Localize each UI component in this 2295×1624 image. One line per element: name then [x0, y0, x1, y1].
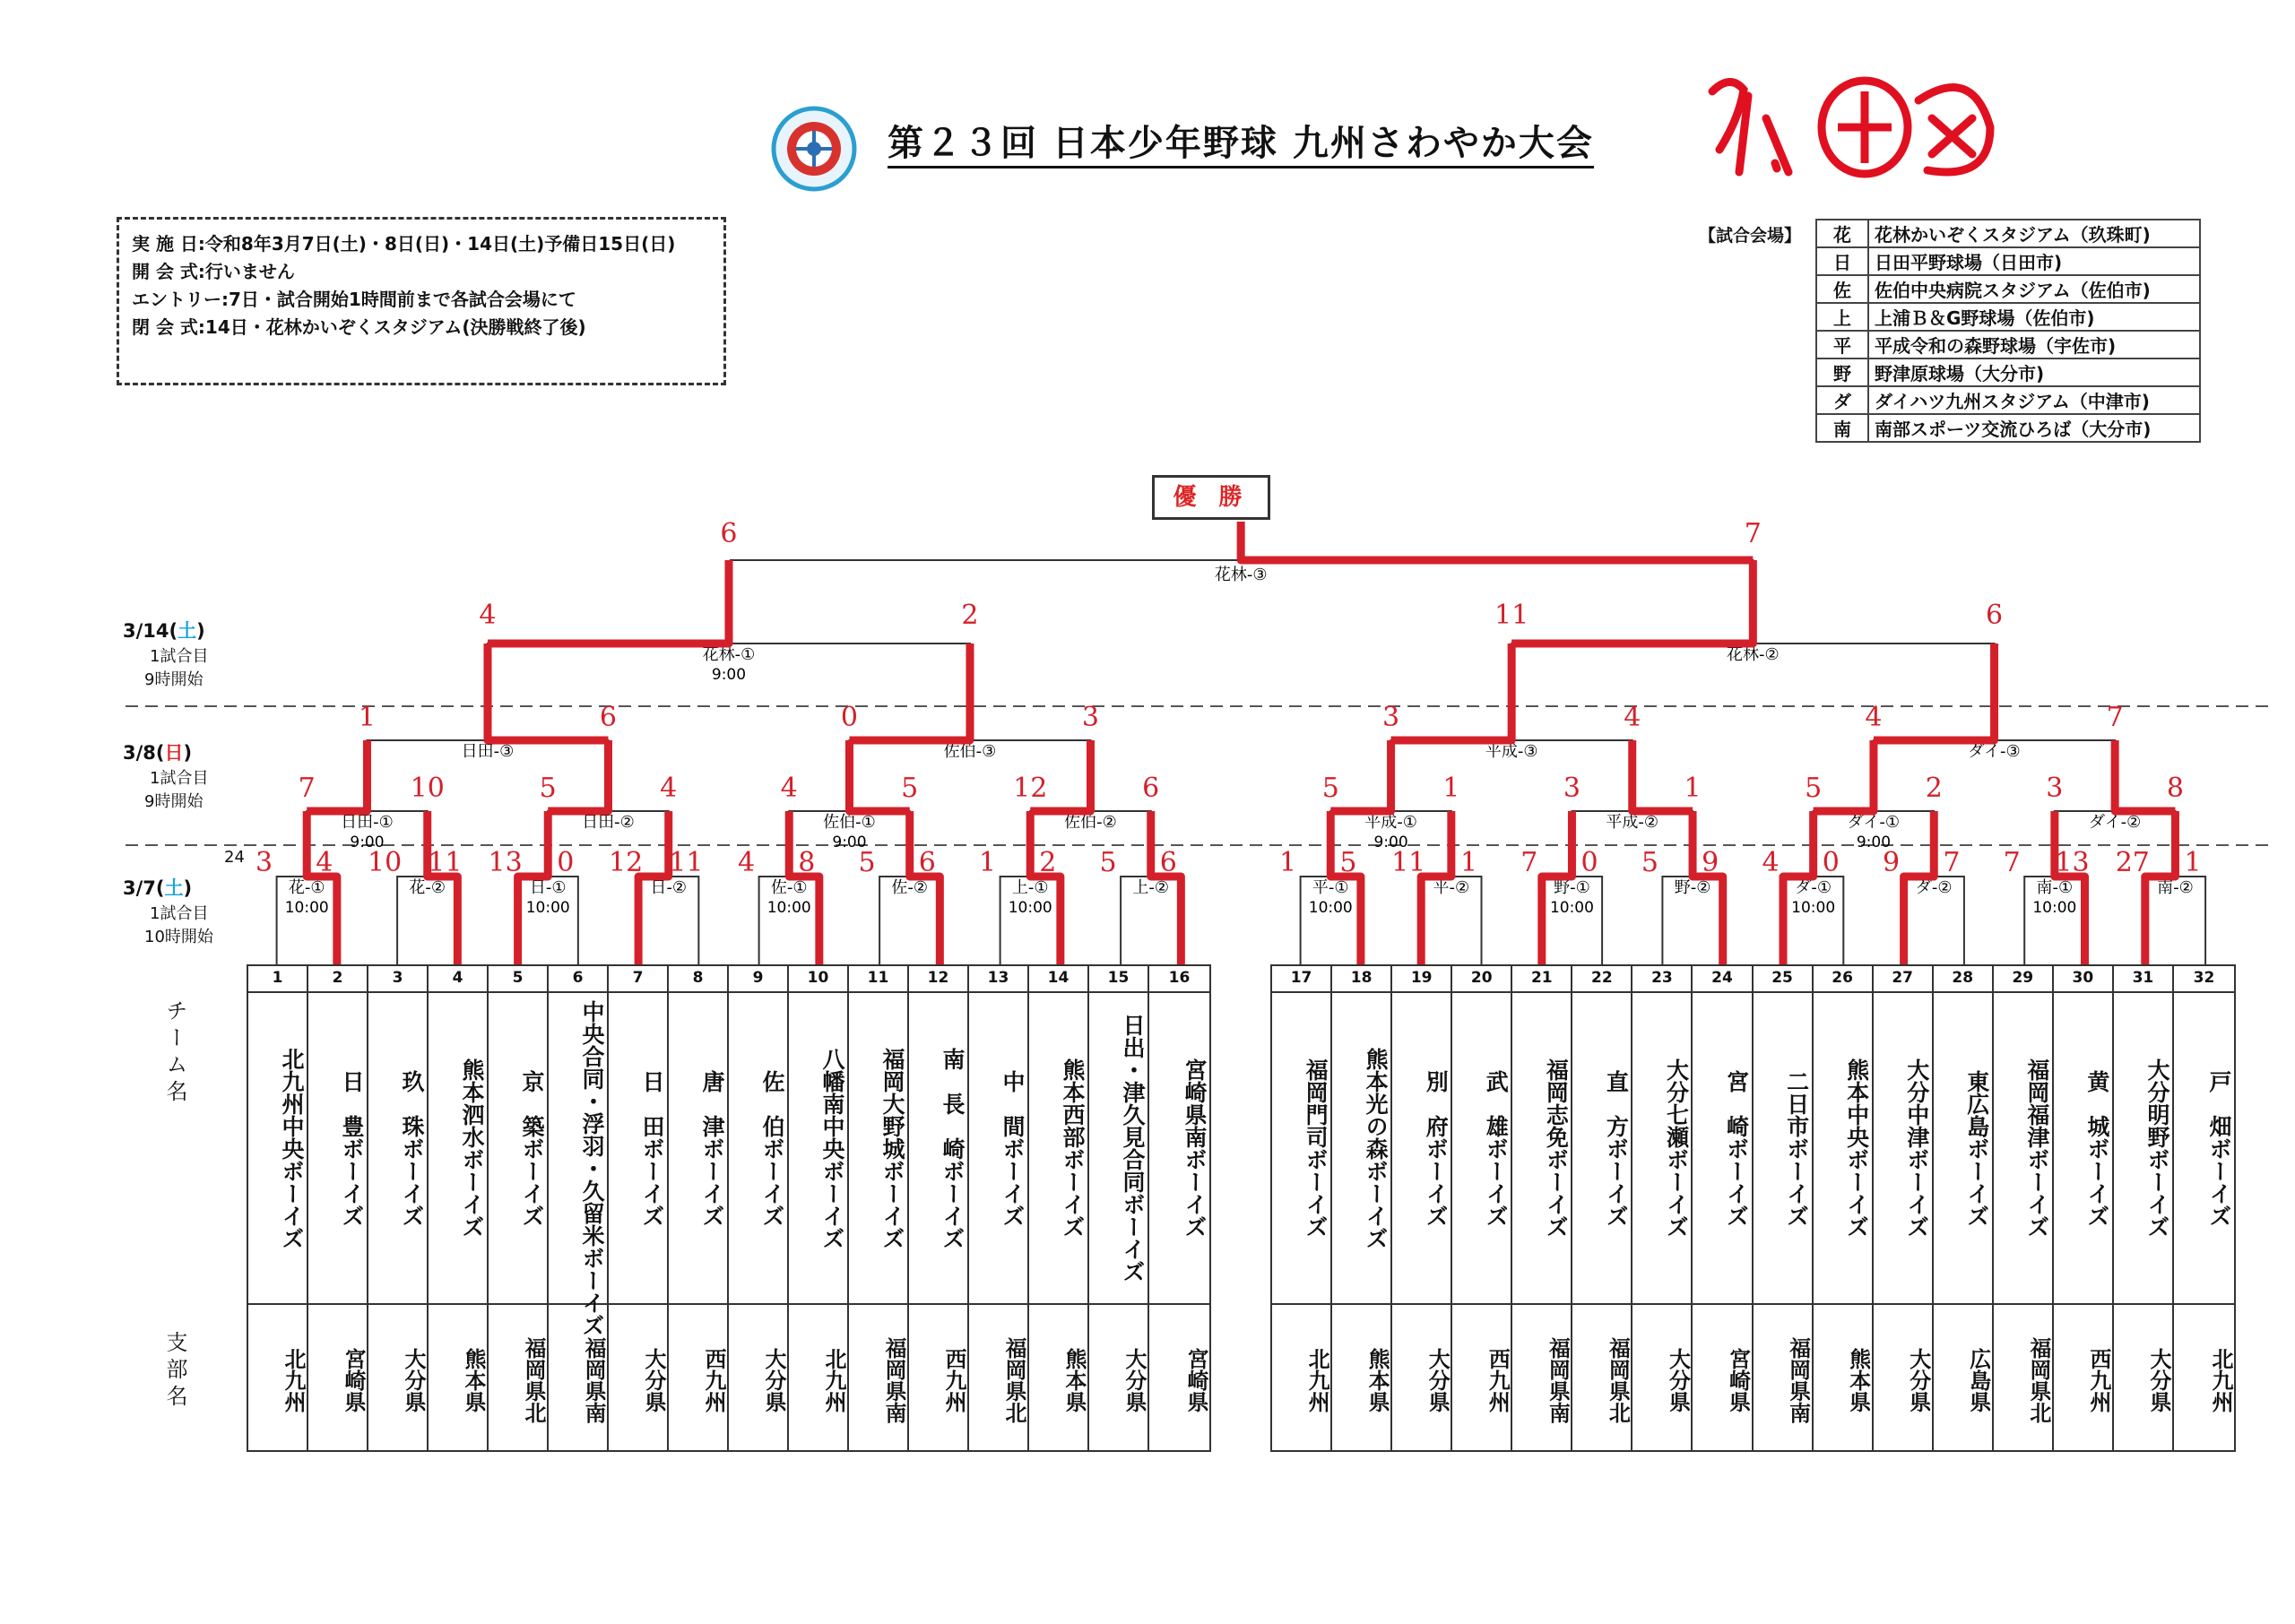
team-name: 東広島ボーイズ [1963, 1069, 1990, 1227]
venue-key: 上 [1816, 303, 1868, 331]
venue-key: ダ [1816, 386, 1868, 414]
branch-name: 福岡県北 [1001, 1337, 1026, 1423]
team-name: 中 間ボーイズ [1000, 1069, 1026, 1227]
r1-game-label: 野-② [1674, 878, 1711, 897]
score-mark: 3 [1563, 773, 1581, 804]
score-mark: 1 [1442, 773, 1460, 804]
champion-box: 優 勝 [1152, 475, 1270, 520]
team-name-label: チーム名 [162, 999, 187, 1107]
r1-game-time: 10:00 [1549, 899, 1594, 917]
venue-name: 上浦Ｂ＆G野球場（佐伯市) [1868, 303, 2200, 331]
team-name: 唐 津ボーイズ [699, 1069, 725, 1227]
branch-name-label: 支部名 [162, 1331, 187, 1412]
score-mark: 4 [660, 773, 678, 804]
r1-game-label: 平-① [1312, 878, 1349, 897]
team-number: 4 [452, 969, 463, 987]
day-label-0314: 3/14(土) 1試合目 9時開始 [123, 620, 209, 689]
team-column [1149, 966, 1209, 1450]
team-number: 28 [1952, 969, 1974, 987]
team-name: 福岡大野城ボーイズ [879, 1047, 905, 1249]
score-mark: 4 [1865, 702, 1883, 733]
score-mark: 5 [1641, 847, 1658, 878]
team-column [1089, 966, 1149, 1450]
team-column [1693, 966, 1753, 1450]
day-label-0308: 3/8(日) 1試合目 9時開始 [123, 742, 209, 811]
team-name: 福岡志免ボーイズ [1543, 1058, 1570, 1238]
r1-game-label: 佐-① [770, 878, 808, 897]
branch-name: 大分県 [641, 1348, 666, 1412]
score-mark: 6 [599, 702, 618, 733]
r1-game-label: 日-① [529, 878, 567, 897]
team-name: 福岡福津ボーイズ [2023, 1058, 2050, 1238]
winner-path [1391, 644, 1512, 740]
venue-name: 日田平野球場（日田市) [1868, 247, 2200, 275]
r2-game-time: 9:00 [1856, 834, 1892, 851]
score-mark: 5 [1099, 847, 1117, 878]
branch-name: 宮崎県 [1725, 1348, 1751, 1412]
team-name: 中央合同・浮羽・久留米ボーイズ [579, 1000, 605, 1336]
winner-path [1330, 740, 1390, 811]
r1-game-time: 10:00 [284, 899, 329, 917]
venue-name: ダイハツ九州スタジアム（中津市) [1868, 386, 2200, 414]
r2-game-label: 日田-② [582, 813, 635, 832]
team-name: 別 府ボーイズ [1423, 1069, 1450, 1227]
venue-name: 佐伯中央病院スタジアム（佐伯市) [1868, 275, 2200, 303]
team-number: 8 [692, 969, 704, 987]
r1-game-label: ダ-① [1795, 878, 1832, 897]
team-column [729, 966, 789, 1450]
score-mark: 1 [1279, 847, 1297, 878]
r1-game-label: 上-② [1132, 878, 1170, 897]
branch-name: 福岡県北 [1605, 1337, 1631, 1423]
score-mark: 6 [1142, 773, 1160, 804]
info-opening: 開 会 式:行いません [132, 261, 295, 282]
team-number: 12 [927, 969, 949, 987]
team-name: 北九州中央ボーイズ [279, 1047, 305, 1249]
score-mark: 6 [1159, 847, 1177, 878]
score-mark: 7 [1520, 847, 1538, 878]
team-number: 32 [2193, 969, 2215, 987]
team-name: 武 雄ボーイズ [1483, 1069, 1510, 1227]
team-name: 二日市ボーイズ [1783, 1069, 1810, 1227]
venue-key: 花 [1816, 220, 1868, 247]
score-mark: 10 [410, 773, 445, 804]
branch-name: 西九州 [2085, 1348, 2111, 1412]
score-mark: 4 [316, 847, 333, 878]
venue-name: 花林かいぞくスタジアム（玖珠町) [1868, 220, 2200, 247]
venue-key: 日 [1816, 247, 1868, 275]
r3-game-label: 佐伯-③ [943, 742, 997, 761]
score-mark: 7 [298, 773, 316, 804]
score-mark: 5 [858, 847, 876, 878]
score-mark: 7 [2003, 847, 2021, 878]
r1-game-label: 花-① [288, 878, 325, 897]
r2-game-label: 佐伯-② [1064, 813, 1117, 832]
score-mark: 4 [479, 600, 497, 631]
score-mark: 1 [1684, 773, 1702, 804]
score-mark: 13 [2055, 847, 2090, 878]
branch-name: 宮崎県 [1183, 1348, 1208, 1412]
team-table-right [1270, 964, 2236, 1452]
team-name: 戸 畑ボーイズ [2206, 1069, 2232, 1227]
team-number: 21 [1530, 969, 1553, 987]
score-mark: 11 [669, 847, 704, 878]
team-column [1994, 966, 2054, 1450]
team-number: 23 [1651, 969, 1673, 987]
team-column [2054, 966, 2114, 1450]
score-mark: 6 [720, 518, 738, 549]
score-mark: 0 [1581, 847, 1598, 878]
branch-name: 大分県 [761, 1348, 786, 1412]
score-mark: 4 [780, 773, 798, 804]
team-name: 大分中津ボーイズ [1903, 1058, 1930, 1238]
team-column [368, 966, 429, 1450]
team-column [1029, 966, 1089, 1450]
team-column [1874, 966, 1934, 1450]
score-mark: 4 [738, 847, 756, 878]
team-column [248, 966, 308, 1450]
team-number: 24 [1711, 969, 1733, 987]
branch-name: 西九州 [1485, 1348, 1511, 1412]
venue-name: 野津原球場（大分市) [1868, 358, 2200, 386]
team-name: 佐 伯ボーイズ [759, 1069, 785, 1227]
score-mark: 0 [840, 702, 859, 733]
r2-game-label: ダイ-① [1847, 813, 1901, 832]
team-name: 日出・津久見合同ボーイズ [1120, 1014, 1146, 1283]
r2-game-time: 9:00 [832, 834, 867, 851]
team-name: 熊本光の森ボーイズ [1363, 1047, 1390, 1249]
team-number: 15 [1107, 969, 1130, 987]
team-number: 11 [867, 969, 889, 987]
team-column [308, 966, 368, 1450]
score-mark: 5 [901, 773, 919, 804]
r1-game-label: 南-② [2157, 878, 2194, 897]
branch-name: 熊本県 [1845, 1348, 1871, 1412]
branch-name: 西九州 [941, 1348, 966, 1412]
r1-game-label: 上-① [1011, 878, 1049, 897]
team-name: 福岡門司ボーイズ [1303, 1058, 1329, 1238]
score-mark: 5 [1805, 773, 1823, 804]
score-mark: 3 [255, 847, 273, 878]
branch-name: 北九州 [821, 1348, 846, 1412]
team-number: 22 [1591, 969, 1613, 987]
score-mark: 8 [798, 847, 816, 878]
info-closing: 閉 会 式:14日・花林かいぞくスタジアム(決勝戦終了後) [132, 316, 586, 338]
branch-name: 大分県 [401, 1348, 426, 1412]
score-mark: 5 [1321, 773, 1339, 804]
r2-game-label: 平成-① [1364, 813, 1417, 832]
r1-game-label: 日-② [650, 878, 688, 897]
team-column [1934, 966, 1994, 1450]
team-column [1332, 966, 1392, 1450]
branch-name: 西九州 [701, 1348, 726, 1412]
score-mark: 11 [1494, 600, 1529, 631]
team-name: 直 方ボーイズ [1603, 1069, 1630, 1227]
team-name: 京 築ボーイズ [519, 1069, 545, 1227]
team-number: 30 [2072, 969, 2094, 987]
team-number: 18 [1350, 969, 1373, 987]
team-column [969, 966, 1029, 1450]
team-name: 日 豊ボーイズ [339, 1069, 365, 1227]
team-name: 南 長 崎ボーイズ [940, 1047, 966, 1249]
team-column [1392, 966, 1452, 1450]
score-mark: 3 [2046, 773, 2064, 804]
team-name: 熊本西部ボーイズ [1060, 1058, 1086, 1238]
team-table-left [247, 964, 1211, 1452]
team-column [1814, 966, 1874, 1450]
day-label-0307: 3/7(土) 1試合目 10時開始 [123, 877, 213, 946]
team-column [1632, 966, 1693, 1450]
team-column [849, 966, 909, 1450]
team-column [789, 966, 849, 1450]
team-number: 19 [1410, 969, 1433, 987]
team-number: 25 [1771, 969, 1793, 987]
team-number: 13 [987, 969, 1009, 987]
venue-name: 南部スポーツ交流ひろば（大分市) [1868, 414, 2200, 442]
branch-name: 大分県 [1122, 1348, 1147, 1412]
team-name: 熊本中央ボーイズ [1843, 1058, 1870, 1238]
winner-path [1511, 560, 1753, 644]
branch-name: 熊本県 [1364, 1348, 1390, 1412]
team-column [1452, 966, 1512, 1450]
score-mark: 1 [2184, 847, 2202, 878]
branch-name: 福岡県南 [1785, 1337, 1811, 1423]
stray-number: 24 [224, 848, 245, 867]
team-name: 日 田ボーイズ [639, 1069, 665, 1227]
winner-path [548, 740, 608, 811]
score-mark: 9 [1702, 847, 1719, 878]
branch-name: 福岡県南 [1545, 1337, 1571, 1423]
branch-name: 北九州 [281, 1348, 306, 1412]
semi-game-label: 花林-② [1727, 645, 1780, 664]
score-mark: 1 [979, 847, 997, 878]
branch-name: 大分県 [1665, 1348, 1691, 1412]
final-game-label: 花林-③ [1214, 566, 1268, 584]
branch-name: 北九州 [1304, 1348, 1330, 1412]
branch-name: 熊本県 [1061, 1348, 1087, 1412]
team-number: 31 [2132, 969, 2154, 987]
info-dates: 実 施 日:令和8年3月7日(土)・8日(日)・14日(土)予備日15日(日) [132, 233, 676, 255]
score-mark: 12 [609, 847, 644, 878]
r1-game-label: 花-② [409, 878, 446, 897]
venue-key: 南 [1816, 414, 1868, 442]
team-number: 29 [2012, 969, 2034, 987]
semi-game-time: 9:00 [711, 666, 747, 684]
team-column [1572, 966, 1632, 1450]
score-mark: 6 [918, 847, 936, 878]
r1-game-time: 10:00 [1008, 899, 1052, 917]
branch-name: 大分県 [2145, 1348, 2171, 1412]
team-number: 27 [1892, 969, 1913, 987]
r2-game-time: 9:00 [1373, 834, 1408, 851]
team-number: 10 [807, 969, 829, 987]
r2-game-time: 9:00 [350, 834, 385, 851]
winner-path [488, 560, 729, 644]
score-mark: 6 [1986, 600, 2004, 631]
branch-name: 福岡県南 [581, 1337, 606, 1423]
r3-game-label: ダイ-③ [1968, 742, 2021, 761]
team-column [2114, 966, 2174, 1450]
team-column [1272, 966, 1332, 1450]
r3-game-label: 平成-③ [1485, 742, 1538, 761]
team-column [669, 966, 729, 1450]
branch-name: 福岡県北 [521, 1337, 546, 1423]
branch-name: 福岡県北 [2025, 1337, 2051, 1423]
team-column [429, 966, 489, 1450]
winner-path [1241, 522, 1753, 560]
team-column [549, 966, 609, 1450]
branch-name: 大分県 [1425, 1348, 1451, 1412]
branch-name: 広島県 [1965, 1348, 1991, 1412]
team-number: 2 [332, 969, 343, 987]
r1-game-time: 10:00 [525, 899, 570, 917]
team-number: 1 [272, 969, 283, 987]
score-mark: 7 [1943, 847, 1961, 878]
team-number: 20 [1470, 969, 1493, 987]
score-mark: 2 [961, 600, 979, 631]
venue-name: 平成令和の森野球場（宇佐市) [1868, 331, 2200, 358]
team-number: 5 [512, 969, 524, 987]
team-column [2174, 966, 2234, 1450]
team-number: 3 [392, 969, 403, 987]
team-column [909, 966, 969, 1450]
team-column [609, 966, 669, 1450]
team-number: 14 [1047, 969, 1070, 987]
team-number: 17 [1290, 969, 1312, 987]
team-name: 宮崎県南ボーイズ [1182, 1058, 1208, 1238]
score-mark: 27 [2115, 847, 2150, 878]
r1-game-label: 平-② [1433, 878, 1470, 897]
branch-name: 大分県 [1905, 1348, 1931, 1412]
venue-table-label: 【試合会場】 [1699, 226, 1802, 246]
r1-game-time: 10:00 [1308, 899, 1353, 917]
team-number: 7 [632, 969, 644, 987]
venue-key: 平 [1816, 331, 1868, 358]
score-mark: 7 [2106, 702, 2124, 733]
score-mark: 8 [2166, 773, 2184, 804]
branch-name: 宮崎県 [341, 1348, 366, 1412]
r1-game-time: 10:00 [766, 899, 811, 917]
team-column [1512, 966, 1572, 1450]
score-mark: 2 [1925, 773, 1943, 804]
score-mark: 10 [368, 847, 403, 878]
score-mark: 1 [1459, 847, 1478, 878]
score-mark: 0 [1822, 847, 1840, 878]
r2-game-label: 日田-① [341, 813, 394, 832]
team-number: 26 [1832, 969, 1853, 987]
info-entry: エントリー:7日・試合開始1時間前まで各試合会場にて [132, 289, 576, 310]
score-mark: 12 [1013, 773, 1048, 804]
winner-path [1874, 644, 1995, 740]
team-column [489, 966, 549, 1450]
page-title: 第２３回 日本少年野球 九州さわやか大会 [888, 115, 1594, 168]
team-name: 熊本泗水ボーイズ [459, 1058, 485, 1238]
team-name: 大分明野ボーイズ [2143, 1058, 2170, 1238]
r3-game-label: 日田-③ [461, 742, 515, 761]
r2-game-label: ダイ-② [2089, 813, 2142, 832]
winner-path [307, 740, 367, 811]
score-mark: 13 [488, 847, 523, 878]
r1-game-label: ダ-② [1915, 878, 1953, 897]
r1-game-label: 野-① [1554, 878, 1590, 897]
venue-key: 佐 [1816, 275, 1868, 303]
score-mark: 11 [428, 847, 463, 878]
score-mark: 7 [1744, 518, 1762, 549]
team-name: 宮 崎ボーイズ [1723, 1069, 1750, 1227]
score-mark: 3 [1081, 702, 1100, 733]
score-mark: 3 [1382, 702, 1400, 733]
semi-game-label: 花林-① [702, 645, 756, 664]
r2-game-label: 佐伯-① [823, 813, 876, 832]
r2-game-label: 平成-② [1606, 813, 1659, 832]
r1-game-time: 10:00 [2032, 899, 2077, 917]
team-number: 16 [1168, 969, 1191, 987]
branch-name: 熊本県 [461, 1348, 486, 1412]
score-mark: 11 [1391, 847, 1426, 878]
winner-path [488, 644, 609, 740]
score-mark: 5 [1339, 847, 1357, 878]
branch-name: 福岡県南 [881, 1337, 906, 1423]
team-name: 玖 珠ボーイズ [399, 1069, 425, 1227]
score-mark: 9 [1883, 847, 1901, 878]
team-name: 八幡南中央ボーイズ [819, 1047, 845, 1249]
branch-name: 北九州 [2208, 1348, 2233, 1412]
team-number: 9 [752, 969, 764, 987]
r1-game-time: 10:00 [1791, 899, 1836, 917]
score-mark: 4 [1624, 702, 1641, 733]
r1-game-label: 佐-② [891, 878, 929, 897]
venue-key: 野 [1816, 358, 1868, 386]
score-mark: 0 [557, 847, 575, 878]
score-mark: 2 [1039, 847, 1057, 878]
winner-path [1814, 740, 1874, 811]
team-name: 大分七瀬ボーイズ [1663, 1058, 1690, 1238]
team-name: 黄 城ボーイズ [2083, 1069, 2110, 1227]
team-number: 6 [572, 969, 584, 987]
score-mark: 4 [1762, 847, 1780, 878]
winner-path [849, 644, 970, 740]
team-column [1754, 966, 1814, 1450]
score-mark: 5 [539, 773, 557, 804]
r1-game-label: 南-① [2036, 878, 2074, 897]
score-mark: 1 [358, 702, 377, 733]
